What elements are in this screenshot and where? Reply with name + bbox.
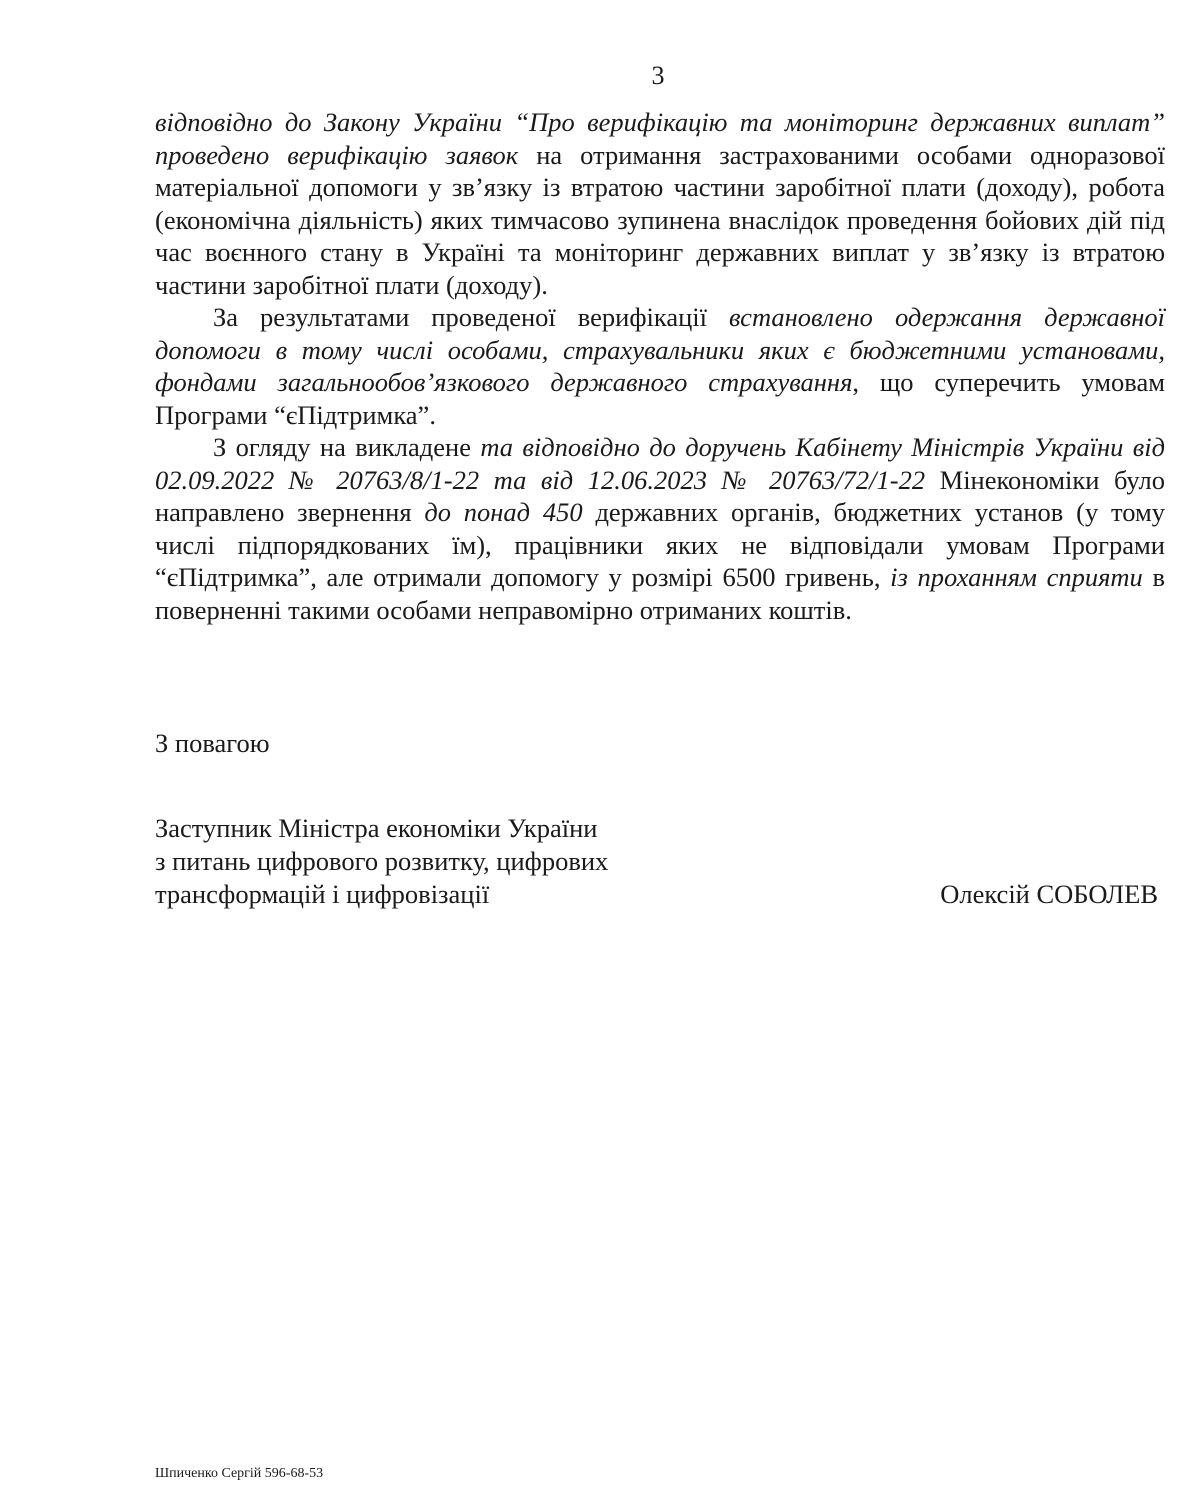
paragraph-text-run: встановлено одержання державної допомоги в тому числі особами, страхувальники яких є бюджетними установами, фондами загальнообов’язкового державного страхування	[155, 302, 1165, 397]
signer-title	[155, 812, 715, 911]
letter-body	[155, 106, 1165, 626]
paragraph-text-run: на отримання застрахованими особами одноразової матеріальної допомоги у зв’язку із втратою частини заробітної плати (доходу), робота (економічна діяльність) яких тимчасово зупинена внаслідок проведення бойових дій під час воєнного стану в Україні та моніторинг державних виплат у зв’язку із втратою частини заробітної плати (доходу).	[155, 139, 1165, 300]
paragraph-text-run: З огляду на викладене	[213, 432, 481, 462]
executor-contact: Шпиченко Сергій 596-68-53	[155, 1466, 324, 1481]
signer-title-line: трансформацій і цифровізації	[155, 879, 490, 909]
paragraph-text-run: За результатами проведеної верифікації	[213, 302, 730, 332]
paragraph-text-run: та відповідно до доручень Кабінету Міністрів України від 02.09.2022 № 20763/8/1-22 та від 12.06.2023 № 20763/72/1-22	[155, 432, 1165, 495]
paragraph-text-run: , що суперечить умовам Програми “єПідтримка”.	[155, 367, 1165, 430]
closing-phrase: З повагою	[155, 728, 270, 758]
paragraph-verification	[155, 106, 1165, 301]
signer-title-line: з питань цифрового розвитку, цифрових	[155, 846, 609, 876]
paragraph-text-run: відповідно до Закону України “Про верифікацію та моніторинг державних виплат” проведено верифікацію заявок	[155, 107, 1165, 170]
page-number: 3	[651, 61, 665, 90]
signer-name: Олексій СОБОЛЕВ	[940, 879, 1158, 909]
paragraph-text-run: державних органів, бюджетних установ (у тому числі підпорядкованих їм), працівники яких не відповідали умовам Програми “єПідтримка”, але отримали допомогу у розмірі 6500 гривень,	[155, 497, 1165, 592]
paragraph-text-run: до понад 450	[424, 497, 583, 527]
signer-title-line: Заступник Міністра економіки України	[155, 813, 598, 843]
paragraph-text-run: Мінекономіки було направлено звернення	[155, 464, 1165, 527]
paragraph-appeal	[155, 431, 1165, 626]
paragraph-text-run: із проханням сприяти	[890, 562, 1143, 592]
paragraph-verification-results	[155, 301, 1165, 431]
paragraph-text-run: в поверненні такими особами неправомірно отриманих коштів.	[155, 562, 1165, 625]
